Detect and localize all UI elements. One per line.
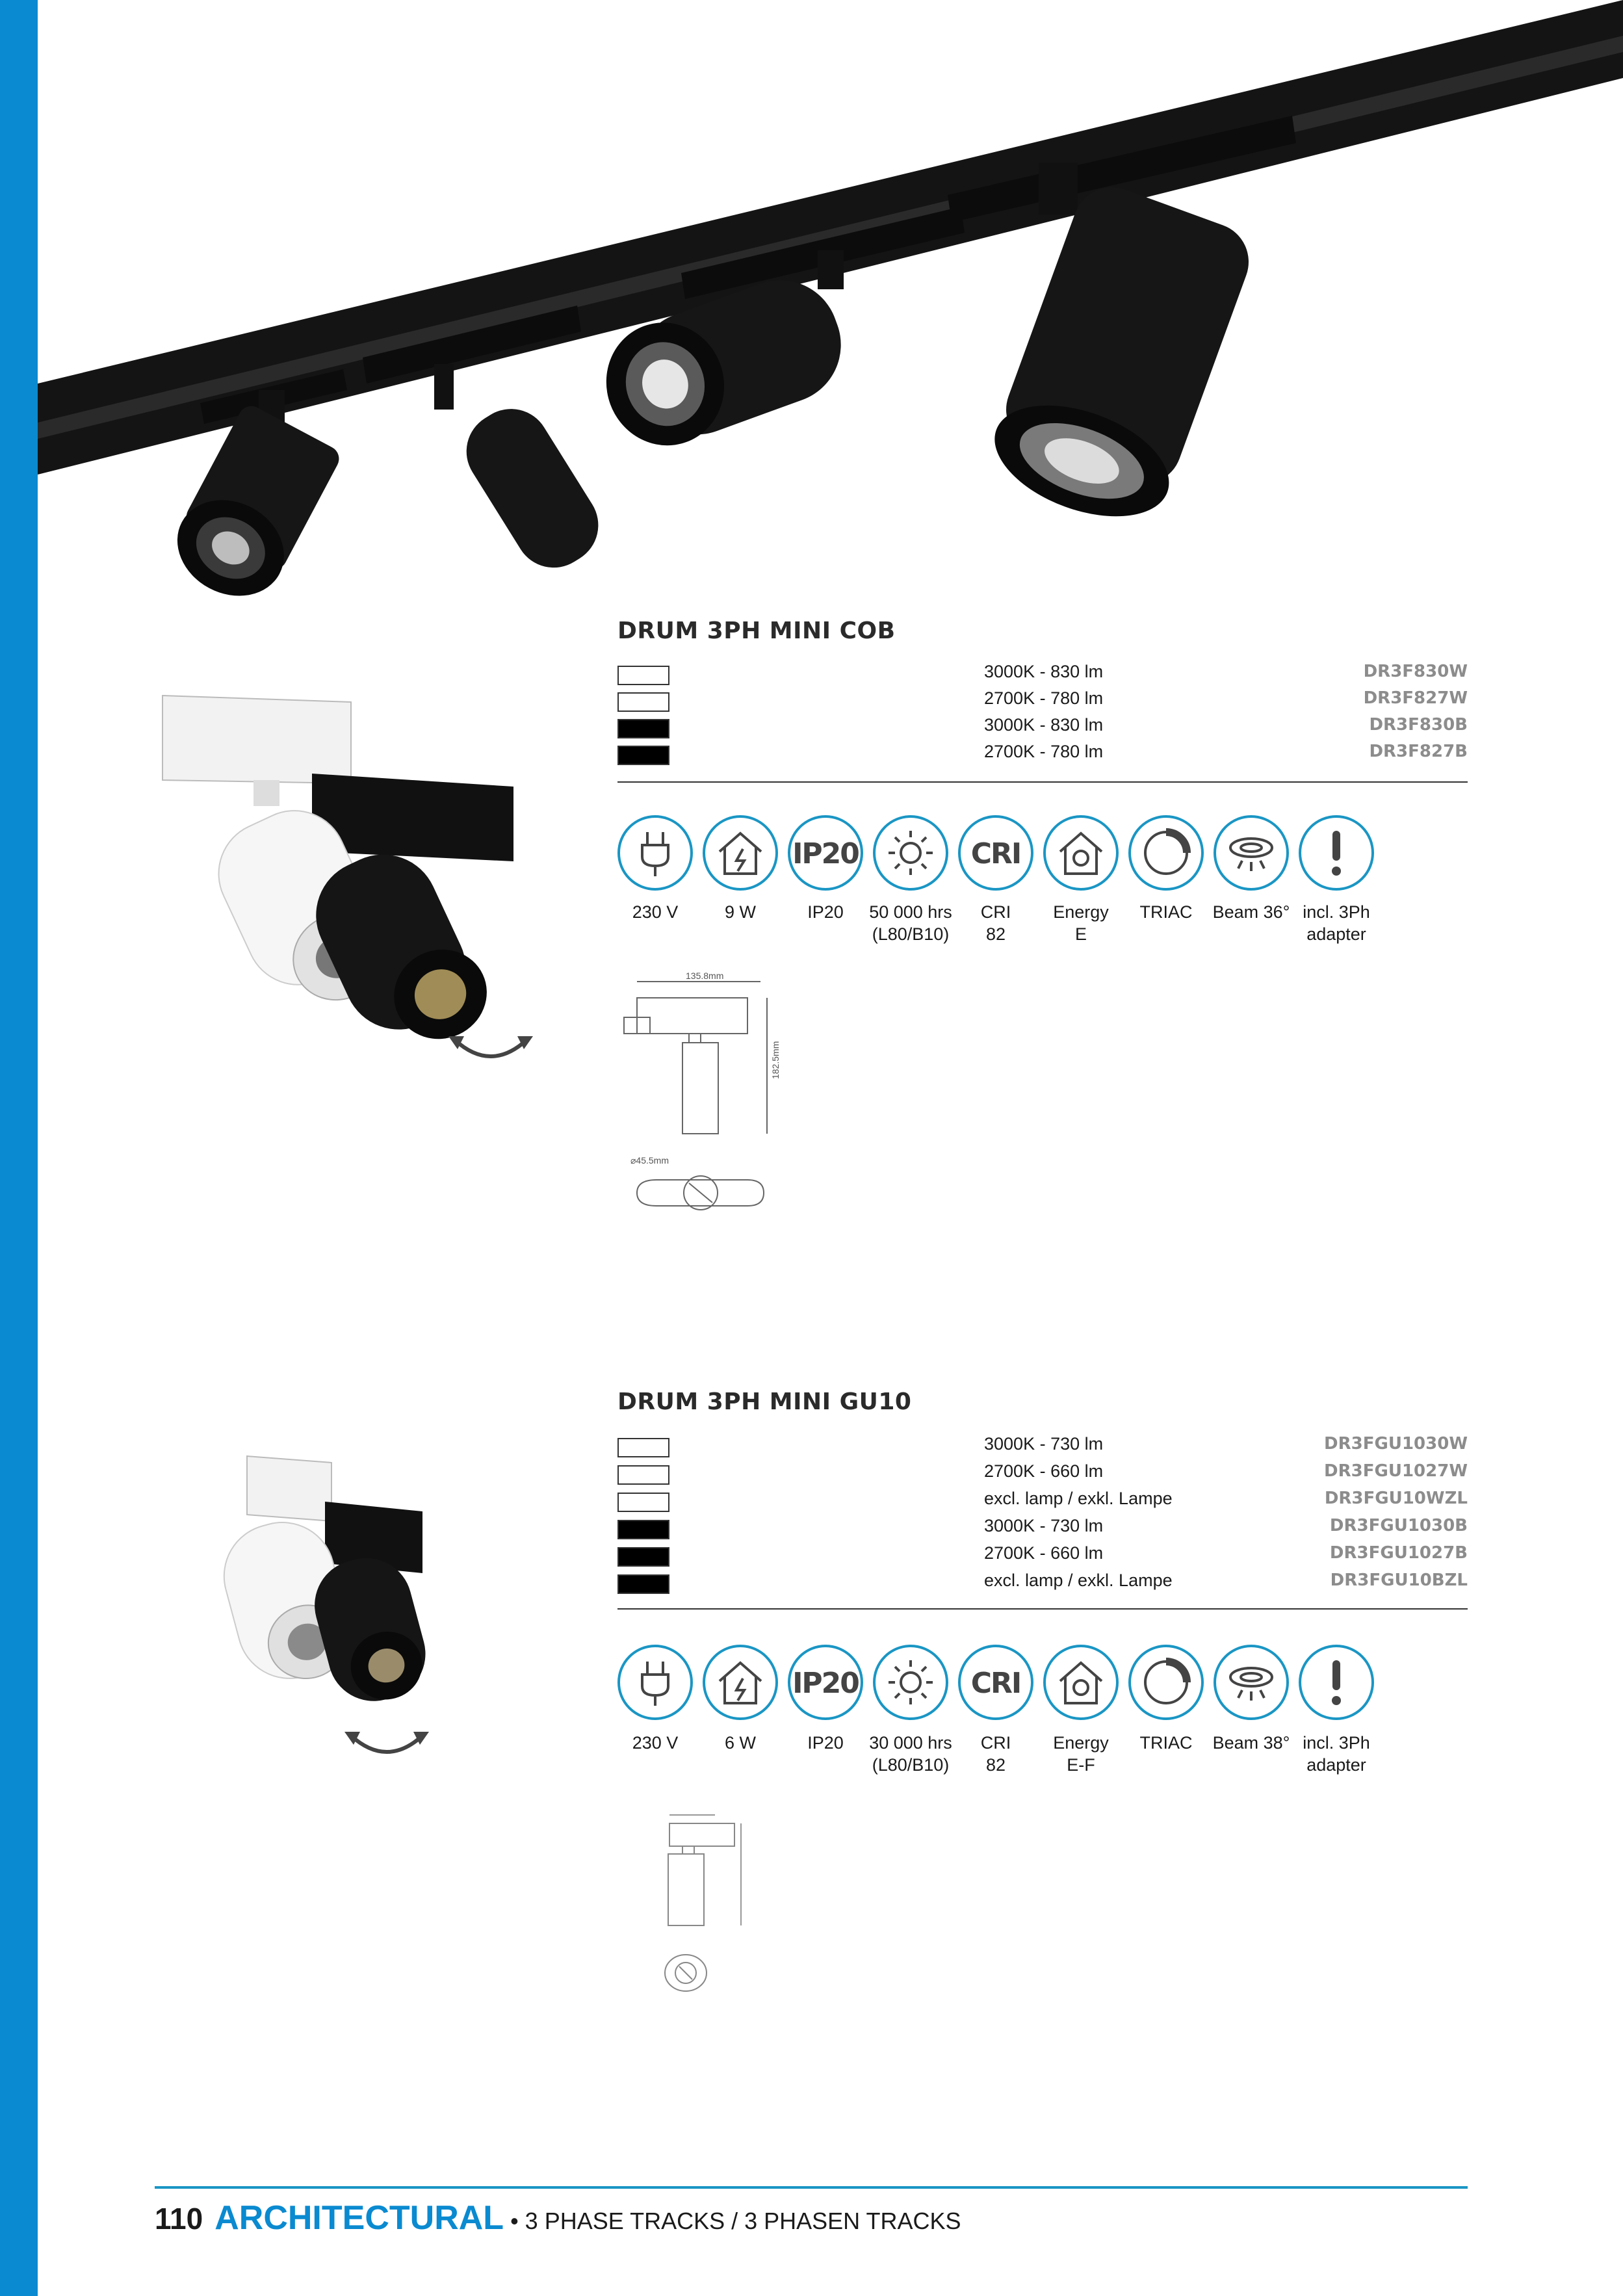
color-swatch-white [617,692,669,712]
variant-description: 2700K - 780 lm [984,742,1104,761]
table-divider [617,1608,1468,1610]
spec-beam: Beam 36° [1212,902,1290,922]
spec-voltage: 230 V [632,1733,679,1753]
product-code: DR3FGU10WZL [1324,1489,1468,1508]
energy-house-icon [1043,815,1119,891]
spec-cri: CRI 82 [980,902,1011,944]
variants-table-gu10 [617,1434,1468,1612]
spec-dimming: TRIAC [1139,902,1193,922]
section-title-cob: DRUM 3PH MINI COB [617,618,896,644]
technical-drawing-cob [617,969,780,1235]
exclamation-icon [1299,815,1374,891]
spec-ip-rating: IP20 [807,1733,844,1753]
spec-labels-cob [617,901,1397,953]
spec-ip-rating: IP20 [807,902,844,922]
variant-description: 2700K - 660 lm [984,1543,1104,1563]
color-swatch-white [617,1493,669,1512]
spec-adapter: incl. 3Ph adapter [1303,902,1370,944]
color-swatch-black [617,1547,669,1567]
product-code: DR3FGU1027W [1324,1461,1468,1481]
page-footer [155,2198,961,2237]
table-divider [617,781,1468,783]
color-swatch-black [617,719,669,738]
cri-icon [958,1645,1033,1720]
spec-wattage: 6 W [724,1733,756,1753]
ip20-icon-label: IP20 [792,1667,859,1700]
spec-lifetime: 50 000 hrs (L80/B10) [869,902,952,944]
spec-icons-gu10 [617,1645,1384,1720]
color-swatch-white [617,1465,669,1485]
product-code: DR3FGU1030W [1324,1434,1468,1454]
product-code: DR3FGU1030B [1329,1516,1468,1535]
variant-description: 3000K - 830 lm [984,715,1104,735]
dimmer-icon [1128,815,1204,891]
variant-description: 3000K - 730 lm [984,1516,1104,1535]
product-code: DR3F827B [1369,742,1468,761]
energy-house-icon [1043,1645,1119,1720]
cri-icon-label: CRI [970,1667,1021,1700]
table-row [617,1461,1468,1488]
table-row [617,688,1468,715]
hero-product-photo [38,0,1623,624]
color-swatch-white [617,1438,669,1457]
product-photo-gu10 [221,1450,435,1716]
house-power-icon [703,1645,778,1720]
ip20-icon [788,1645,863,1720]
spec-adapter: incl. 3Ph adapter [1303,1733,1370,1775]
dimension-diameter-label: ⌀45.5mm [630,1155,669,1166]
table-row [617,1434,1468,1461]
variants-table-cob [617,662,1468,785]
color-swatch-white [617,666,669,685]
spec-beam: Beam 38° [1212,1733,1290,1753]
product-code: DR3FGU10BZL [1330,1571,1468,1590]
spec-wattage: 9 W [724,902,756,922]
beam-angle-icon [1214,815,1289,891]
table-row [617,715,1468,742]
product-code: DR3F827W [1363,688,1468,708]
variant-description: excl. lamp / exkl. Lampe [984,1571,1173,1590]
category-title: ARCHITECTURAL [214,2199,504,2237]
color-swatch-black [617,746,669,765]
product-code: DR3F830W [1363,662,1468,681]
product-photo-cob [156,689,546,1066]
ip20-icon [788,815,863,891]
rotation-arrow-icon [448,1027,533,1069]
house-power-icon [703,815,778,891]
dimension-width-label: 135.8mm [686,971,724,981]
color-swatch-black [617,1520,669,1539]
dimension-height-label: 182.5mm [770,1041,780,1079]
variant-description: 2700K - 780 lm [984,688,1104,708]
table-row [617,1489,1468,1515]
category-subtitle: • 3 PHASE TRACKS / 3 PHASEN TRACKS [504,2208,961,2234]
page-number: 110 [155,2202,203,2236]
section-title-gu10: DRUM 3PH MINI GU10 [617,1389,912,1415]
lifetime-sun-icon [873,1645,948,1720]
spec-energy: Energy E-F [1053,1733,1109,1775]
lifetime-sun-icon [873,815,948,891]
variant-description: 3000K - 730 lm [984,1434,1104,1454]
table-row [617,1543,1468,1570]
technical-drawing-gu10 [650,1807,760,2002]
plug-icon [617,815,693,891]
product-code: DR3FGU1027B [1329,1543,1468,1563]
spec-dimming: TRIAC [1139,1733,1193,1753]
spec-labels-gu10 [617,1732,1397,1784]
table-row [617,742,1468,768]
cri-icon [958,815,1033,891]
variant-description: 2700K - 660 lm [984,1461,1104,1481]
spec-energy: Energy E [1053,902,1109,944]
dimmer-icon [1128,1645,1204,1720]
spec-lifetime: 30 000 hrs (L80/B10) [869,1733,952,1775]
spec-voltage: 230 V [632,902,679,922]
exclamation-icon [1299,1645,1374,1720]
variant-description: 3000K - 830 lm [984,662,1104,681]
color-swatch-black [617,1574,669,1594]
table-row [617,1516,1468,1543]
spec-cri: CRI 82 [980,1733,1011,1775]
ip20-icon-label: IP20 [792,837,859,870]
spec-icons-cob [617,815,1384,891]
variant-description: excl. lamp / exkl. Lampe [984,1489,1173,1508]
footer-divider [155,2186,1468,2189]
left-accent-bar [0,0,38,2296]
beam-angle-icon [1214,1645,1289,1720]
table-row [617,662,1468,688]
rotation-arrow-icon [344,1723,429,1765]
table-row [617,1571,1468,1597]
product-code: DR3F830B [1369,715,1468,735]
plug-icon [617,1645,693,1720]
cri-icon-label: CRI [970,837,1021,870]
